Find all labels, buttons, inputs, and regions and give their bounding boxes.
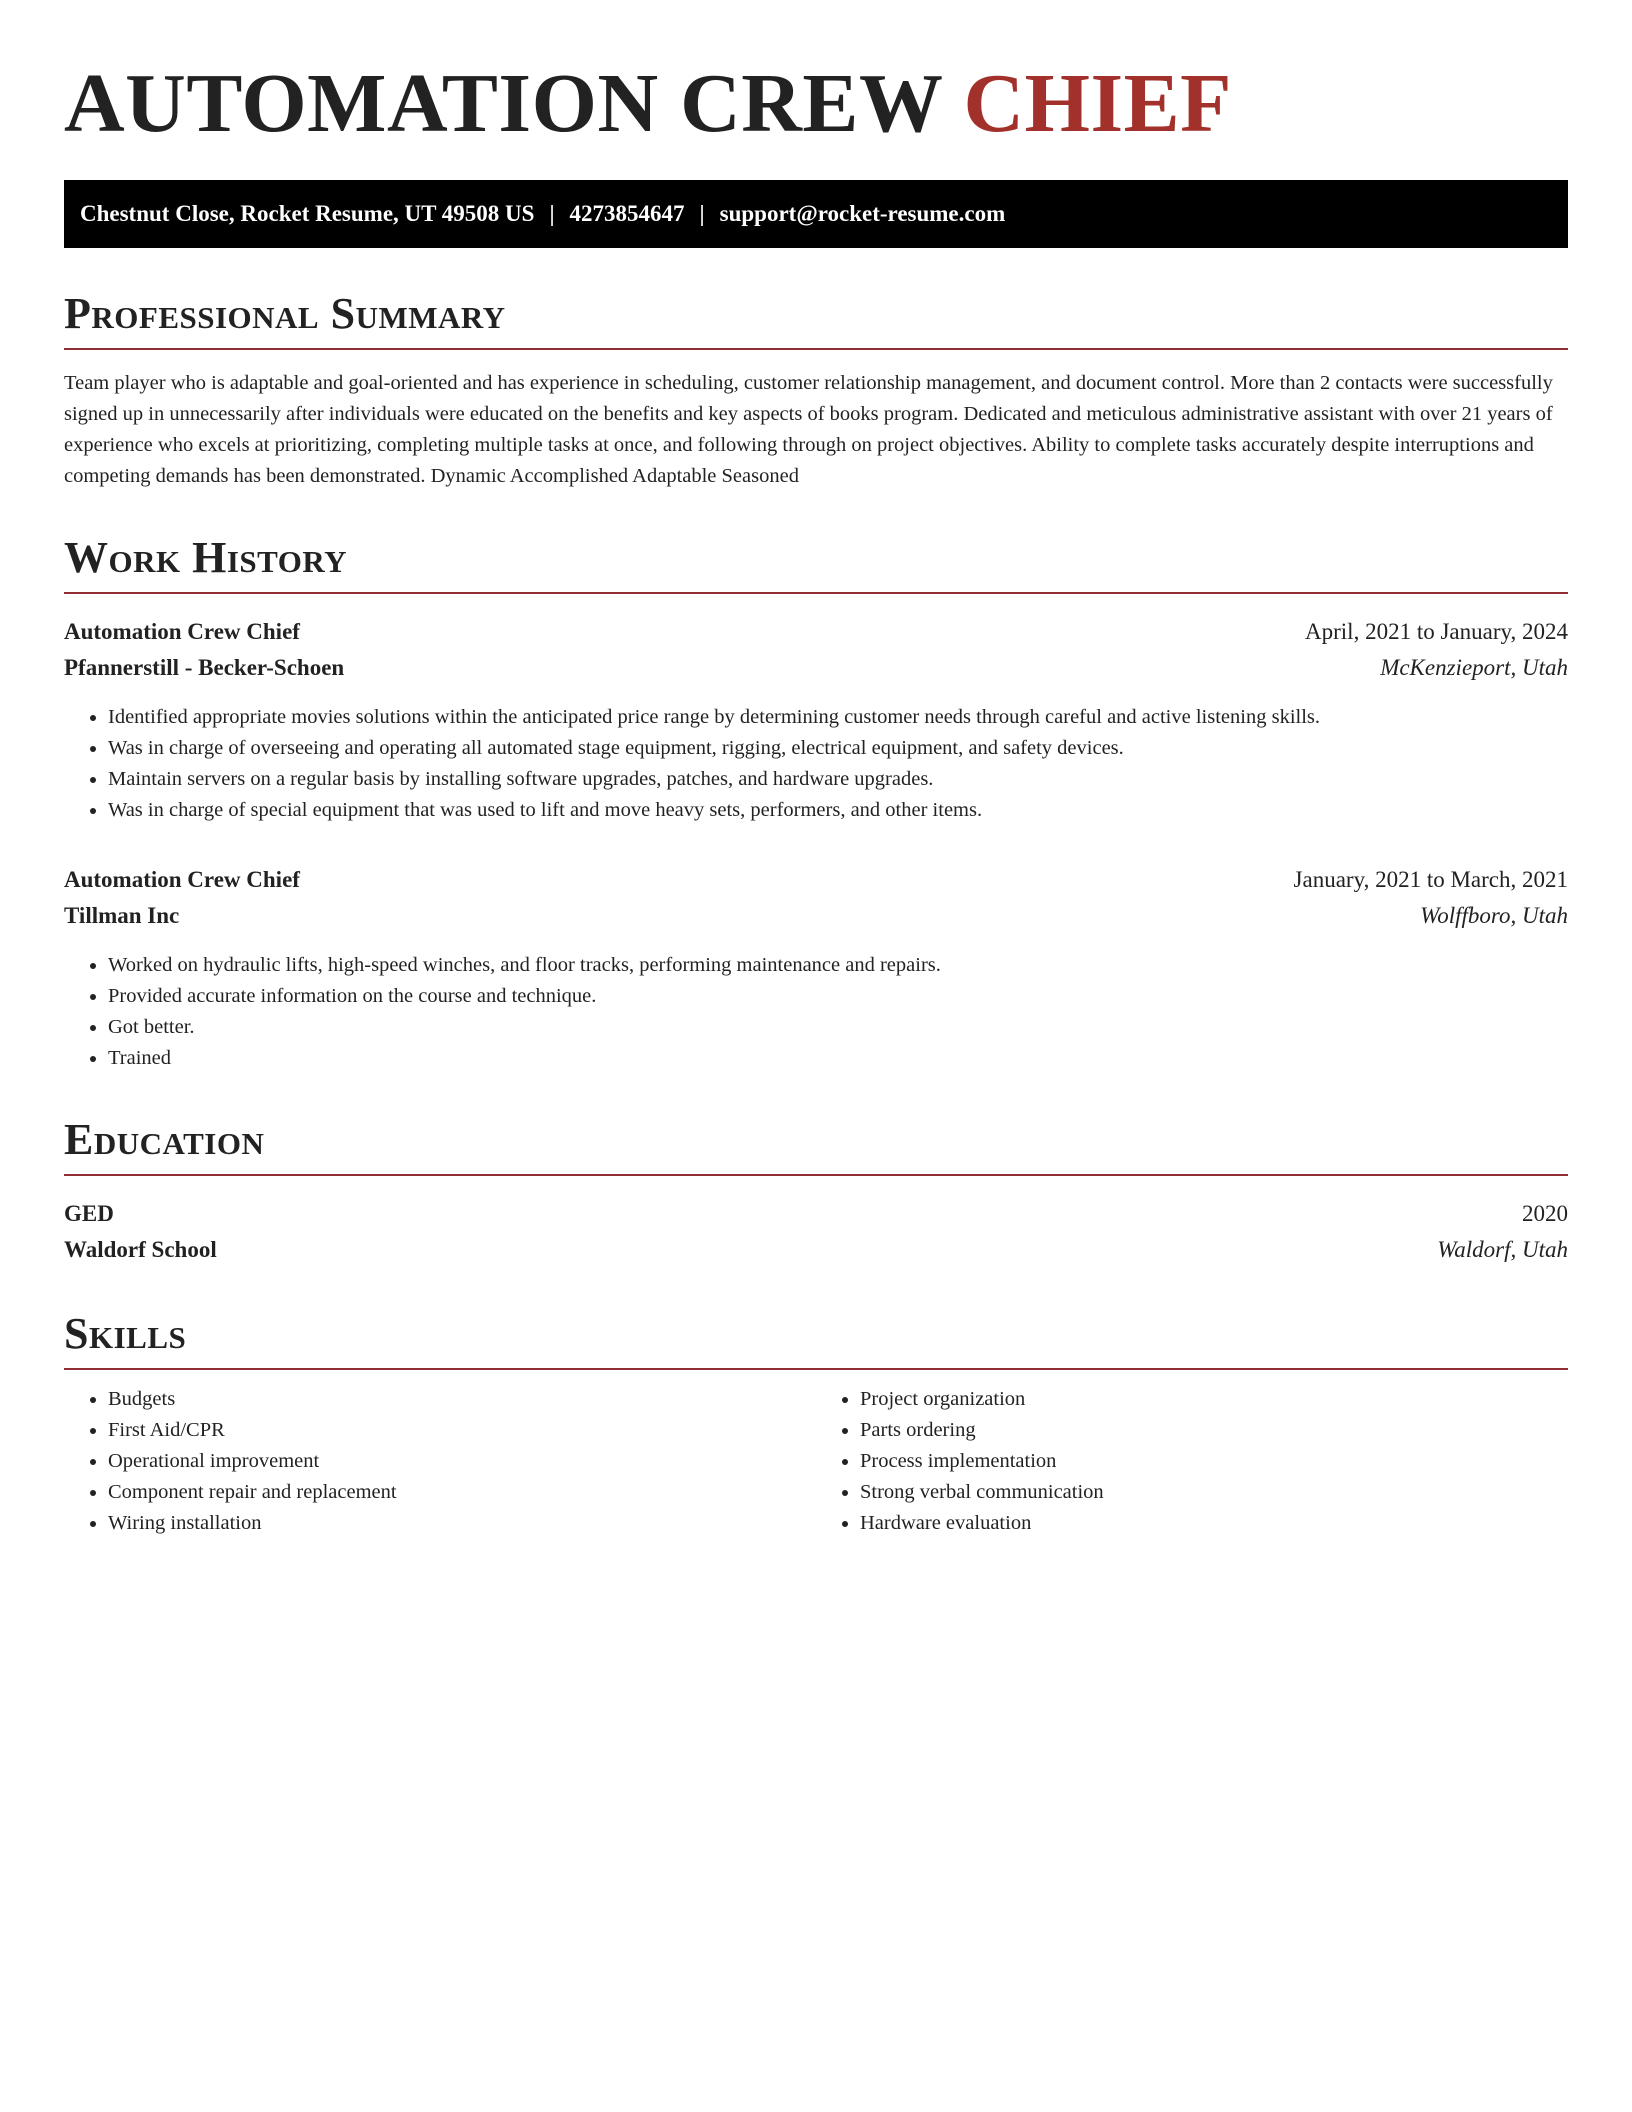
summary-section — [64, 288, 1568, 492]
skill-item: • Project organization — [860, 1384, 1568, 1415]
job-location: Wolffboro, Utah — [1420, 903, 1568, 928]
skills-section — [64, 1308, 1568, 1539]
contact-email[interactable]: support@rocket-resume.com — [719, 201, 1006, 226]
skill-item: • Hardware evaluation — [860, 1508, 1568, 1539]
job-entry — [64, 862, 1568, 1074]
job-entry — [64, 614, 1568, 826]
job-bullets — [64, 702, 1568, 826]
contact-separator: | — [549, 201, 555, 226]
job-dates: January, 2021 to March, 2021 — [1293, 867, 1568, 892]
job-company: Tillman Inc — [64, 903, 180, 928]
contact-phone: 4273854647 — [569, 201, 685, 226]
summary-text: Team player who is adaptable and goal-oriented and has experience in scheduling, customer relationship management, and document control. More than 2 contacts were successfully signed up in unnecessarily after individuals were educated on the benefits and key aspects of books program. Dedicated and meticulous administrative assistant with over 21 years of experience who excels at prioritizing, completing multiple tasks at once, and following through on project objectives. Ability to complete tasks accurately despite interruptions and competing demands has been demonstrated. Dynamic Accomplished Adaptable Seasoned — [64, 372, 1553, 487]
skills-list-left — [64, 1384, 816, 1539]
skills-list-right — [816, 1384, 1568, 1539]
job-location: McKenzieport, Utah — [1380, 655, 1568, 680]
job-bullets — [64, 950, 1568, 1074]
education-degree-row — [64, 1196, 1568, 1232]
education-heading: Education — [64, 1114, 1568, 1176]
skill-item: • First Aid/CPR — [108, 1415, 816, 1446]
job-company-row — [64, 650, 1568, 686]
job-bullet: • Trained — [108, 1043, 1568, 1074]
job-company: Pfannerstill - Becker-Schoen — [64, 655, 345, 680]
contact-address: Chestnut Close, Rocket Resume, UT 49508 US — [80, 201, 535, 226]
job-dates: April, 2021 to January, 2024 — [1305, 619, 1568, 644]
contact-separator: | — [699, 201, 705, 226]
job-bullet: • Worked on hydraulic lifts, high-speed winches, and floor tracks, performing maintenance and repairs. — [108, 950, 1568, 981]
education-school: Waldorf School — [64, 1237, 217, 1262]
job-bullet: • Was in charge of special equipment that was used to lift and move heavy sets, performers, and other items. — [108, 795, 1568, 826]
skill-item: • Parts ordering — [860, 1415, 1568, 1446]
education-degree: GED — [64, 1201, 114, 1226]
work-history-section — [64, 532, 1568, 1074]
job-role: Automation Crew Chief — [64, 867, 300, 892]
job-bullet: • Identified appropriate movies solutions within the anticipated price range by determining customer needs through careful and active listening skills. — [108, 702, 1568, 733]
skill-item: • Wiring installation — [108, 1508, 816, 1539]
skills-heading: Skills — [64, 1308, 1568, 1370]
name-first: AUTOMATION CREW — [64, 57, 942, 150]
job-bullet: • Provided accurate information on the course and technique. — [108, 981, 1568, 1012]
education-section — [64, 1114, 1568, 1268]
education-entry — [64, 1196, 1568, 1268]
job-bullet: • Maintain servers on a regular basis by installing software upgrades, patches, and hardware upgrades. — [108, 764, 1568, 795]
education-year: 2020 — [1522, 1201, 1568, 1226]
education-school-row — [64, 1232, 1568, 1268]
skill-item: • Strong verbal communication — [860, 1477, 1568, 1508]
work-history-heading: Work History — [64, 532, 1568, 594]
job-bullet: • Was in charge of overseeing and operating all automated stage equipment, rigging, electrical equipment, and safety devices. — [108, 733, 1568, 764]
job-header-row — [64, 862, 1568, 898]
name-last: CHIEF — [963, 57, 1232, 150]
contact-bar — [64, 180, 1568, 248]
job-header-row — [64, 614, 1568, 650]
skill-item: • Budgets — [108, 1384, 816, 1415]
skills-columns — [64, 1384, 1568, 1539]
skill-item: • Operational improvement — [108, 1446, 816, 1477]
resume-name — [64, 0, 1568, 152]
job-company-row — [64, 898, 1568, 934]
summary-heading: Professional Summary — [64, 288, 1568, 350]
skill-item: • Component repair and replacement — [108, 1477, 816, 1508]
skill-item: • Process implementation — [860, 1446, 1568, 1477]
education-location: Waldorf, Utah — [1437, 1237, 1568, 1262]
job-bullet: • Got better. — [108, 1012, 1568, 1043]
job-role: Automation Crew Chief — [64, 619, 300, 644]
